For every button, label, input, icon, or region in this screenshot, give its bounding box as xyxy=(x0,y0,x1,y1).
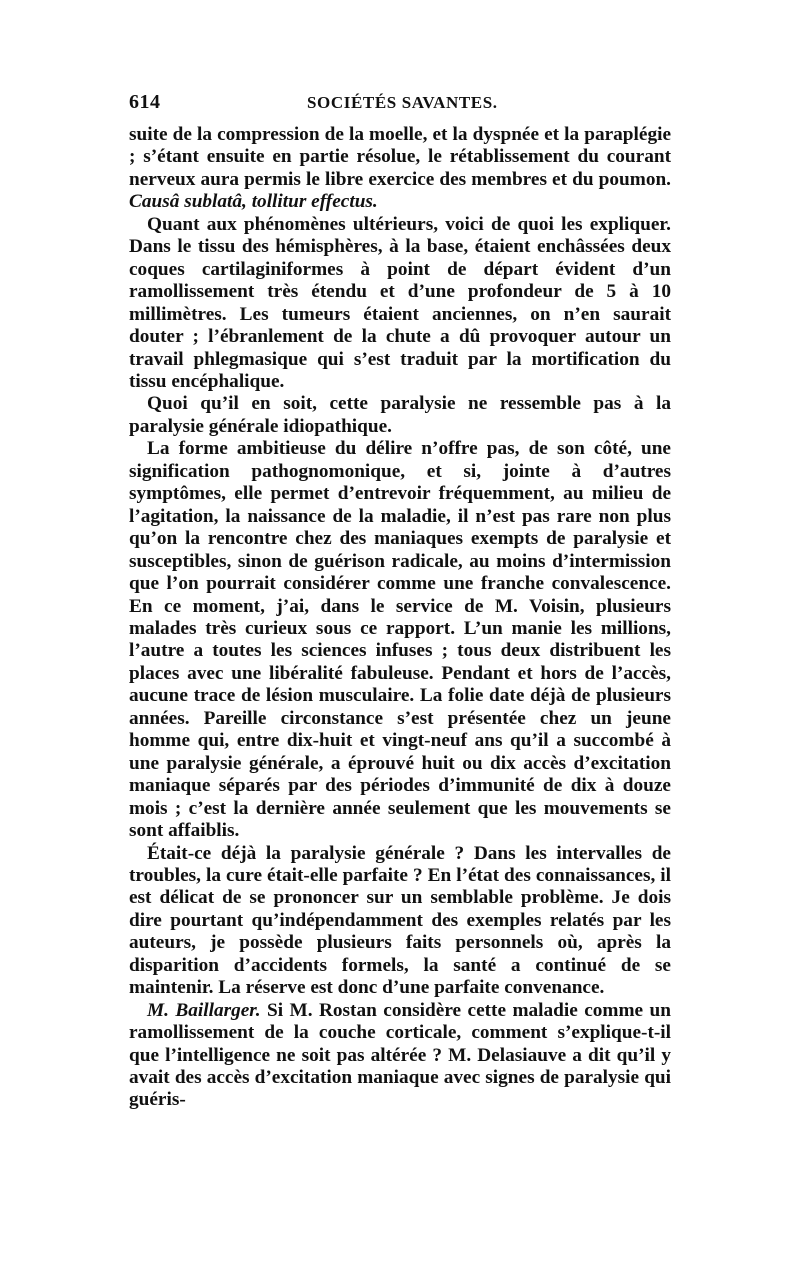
running-header xyxy=(129,91,671,115)
paragraph-6 xyxy=(129,1000,671,1112)
speaker-name: M. Baillarger. xyxy=(147,999,261,1021)
latin-quote: Causâ sublatâ, tollitur effectus. xyxy=(129,191,378,213)
paragraph-6-text: Si M. Rostan considère cette maladie comme un ramollissement de la couche corticale, comment s’explique-t-il que l’intelligence ne soit pas altérée ? M. Delasiauve a dit qu’il y avait des accès d’excitation maniaque avec signes de paralysie qui guéris- xyxy=(129,999,671,1111)
paragraph-4: La forme ambitieuse du délire n’offre pas, de son côté, une signification pathognomonique, et si, jointe à d’autres symptômes, elle permet d’entrevoir fréquemment, au milieu de l’agitation, la naissance de la maladie, il n’est pas rare non plus qu’on la rencontre chez des maniaques exempts de paralysie et susceptibles, sinon de guérison radicale, au moins d’intermission que l’on pourrait considérer comme une franche convalescence. En ce moment, j’ai, dans le service de M. Voisin, plusieurs malades très curieux sous ce rapport. L’un manie les millions, l’autre a toutes les sciences infuses ; tous deux distribuent les places avec une libéralité fabuleuse. Pendant et hors de l’accès, aucune trace de lésion musculaire. La folie date déjà de plusieurs années. Pareille circonstance s’est présentée chez un jeune homme qui, entre dix-huit et vingt-neuf ans qu’il a succombé à une paralysie générale, a éprouvé huit ou dix accès d’excitation maniaque séparés par des périodes d’immunité de dix à douze mois ; c’est la dernière année seulement que les mouvements se sont affaiblis. xyxy=(129,438,671,842)
paragraph-3: Quoi qu’il en soit, cette paralysie ne ressemble pas à la paralysie générale idiopathique. xyxy=(129,393,671,437)
paragraph-1-text: suite de la compression de la moelle, et la dyspnée et la paraplégie ; s’étant ensuite en partie résolue, le rétablissement du courant nerveux aura permis le libre exercice des membres et du poumon. xyxy=(129,124,671,190)
paragraph-5: Était-ce déjà la paralysie générale ? Dans les intervalles de troubles, la cure était-elle parfaite ? En l’état des connaissances, il est délicat de se prononcer sur un semblable problème. Je dois dire pourtant qu’indépendamment des exemples relatés par les auteurs, je possède plusieurs faits personnels où, après la disparition d’accidents formels, la santé a continué de se maintenir. La réserve est donc d’une parfaite convenance. xyxy=(129,842,671,999)
paragraph-1 xyxy=(129,124,671,214)
body-text xyxy=(129,124,671,1112)
running-title: SOCIÉTÉS SAVANTES. xyxy=(307,93,498,112)
page-number: 614 xyxy=(129,91,161,113)
paragraph-2: Quant aux phénomènes ultérieurs, voici de quoi les expliquer. Dans le tissu des hémisphères, à la base, étaient enchâssées deux coques cartilaginiformes à point de départ évident d’un ramollissement très étendu et d’une profondeur de 5 à 10 millimètres. Les tumeurs étaient anciennes, on n’en saurait douter ; l’ébranlement de la chute a dû provoquer autour un travail phlegmasique qui s’est traduit par la mortification du tissu encéphalique. xyxy=(129,213,671,392)
